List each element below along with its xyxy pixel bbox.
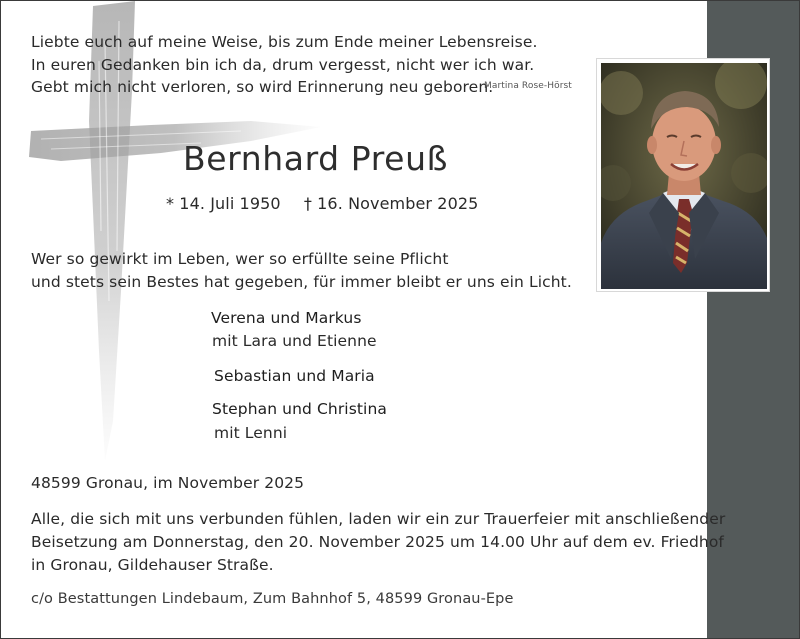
verse-line: und stets sein Bestes hat gegeben, für immer bleibt er uns ein Licht. (31, 273, 572, 291)
portrait-photo (596, 58, 770, 292)
notice-line: Beisetzung am Donnerstag, den 20. November 2025 um 14.00 Uhr auf dem ev. Friedhof (31, 533, 724, 551)
death-date: † 16. November 2025 (303, 194, 479, 213)
poem-line: In euren Gedanken bin ich da, drum vergesst, nicht wer ich war. (31, 55, 535, 74)
poem-line: Liebte euch auf meine Weise, bis zum Ende meiner Lebensreise. (31, 33, 538, 51)
family-member-children: mit Lenni (214, 424, 288, 442)
family-member-children: mit Lara und Etienne (212, 332, 377, 350)
portrait-illustration (601, 63, 767, 289)
verse-line: Wer so gewirkt im Leben, wer so erfüllte seine Pflicht (31, 250, 449, 268)
funeral-notice (31, 508, 725, 577)
deceased-name: Bernhard Preuß (183, 139, 448, 178)
poem-line: Gebt mich nicht verloren, so wird Erinnerung neu geboren. (31, 78, 494, 96)
notice-line: in Gronau, Gildehauser Straße. (31, 556, 274, 574)
verse (31, 248, 572, 294)
family-member: Sebastian und Maria (214, 367, 375, 385)
poem-author: Martina Rose-Hörst (484, 81, 572, 91)
birth-date: * 14. Juli 1950 (166, 194, 281, 213)
undertaker-address: c/o Bestattungen Lindebaum, Zum Bahnhof 5, 48599 Gronau-Epe (31, 591, 514, 607)
place-date: 48599 Gronau, im November 2025 (31, 474, 305, 492)
notice-line: Alle, die sich mit uns verbunden fühlen, laden wir ein zur Trauerfeier mit anschließender (31, 510, 726, 528)
life-dates (166, 194, 496, 213)
poem (31, 31, 538, 99)
family-member: Stephan und Christina (212, 400, 387, 418)
family-member: Verena und Markus (211, 309, 362, 327)
